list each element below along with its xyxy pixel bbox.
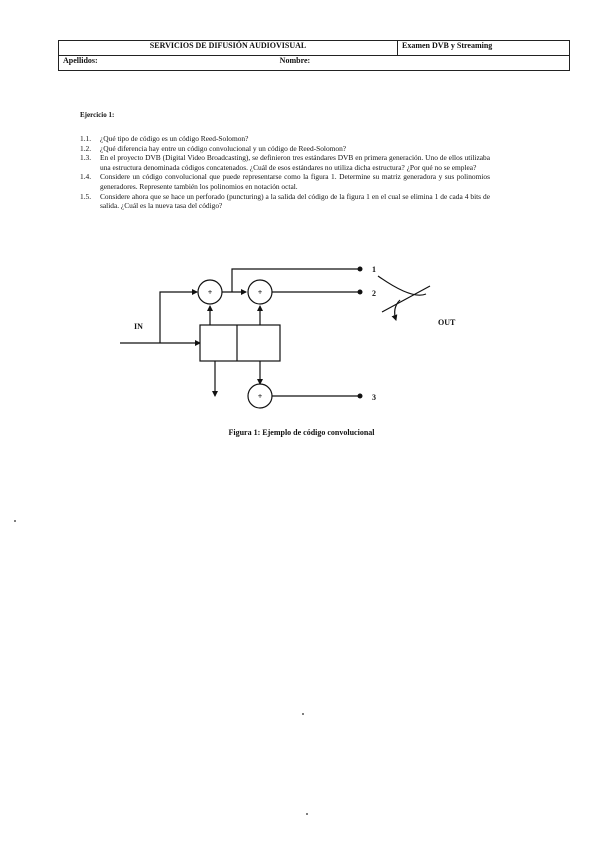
question-item <box>80 172 490 191</box>
convolutional-encoder-diagram <box>120 240 480 420</box>
shift-register <box>200 325 280 361</box>
output-1-label: 1 <box>372 265 376 274</box>
exam-title: Examen DVB y Streaming <box>398 41 570 56</box>
exercise-title: Ejercicio 1: <box>80 111 115 119</box>
adder-3-symbol: + <box>257 392 263 401</box>
question-number: 1.5. <box>80 191 92 201</box>
question-text: Considere un código convolucional que puede representarse como la figura 1. Determine su matriz generadora y sus polinomios generadores. Represente también los polinomios en notación octal. <box>100 172 490 191</box>
student-fields <box>59 56 570 71</box>
question-number: 1.3. <box>80 153 92 163</box>
course-title: SERVICIOS DE DIFUSIÓN AUDIOVISUAL <box>59 41 398 56</box>
name-label: Nombre: <box>279 56 311 65</box>
scan-speck <box>14 520 16 522</box>
output-label: OUT <box>438 318 456 327</box>
surname-label: Apellidos: <box>63 56 98 65</box>
output-switch-cross <box>382 286 430 312</box>
question-number: 1.2. <box>80 143 92 153</box>
question-item <box>80 192 490 211</box>
figure-caption: Figura 1: Ejemplo de código convolucional <box>228 428 375 437</box>
output-3-label: 3 <box>372 393 376 402</box>
output-terminal-2 <box>358 290 363 295</box>
output-2-label: 2 <box>372 289 376 298</box>
scan-speck <box>306 813 308 815</box>
question-text: ¿Qué tipo de código es un código Reed-Solomon? <box>100 134 249 143</box>
question-number: 1.4. <box>80 172 92 182</box>
adder-1-symbol: + <box>207 288 213 297</box>
output-terminal-1 <box>358 267 363 272</box>
question-item <box>80 134 490 144</box>
question-item <box>80 153 490 172</box>
adder-2-symbol: + <box>257 288 263 297</box>
question-text: Considere ahora que se hace un perforado (puncturing) a la salida del código de la figura 1 en el cual se elimina 1 de cada 4 bits de salida. ¿Cuál es la nueva tasa del código? <box>100 191 490 211</box>
question-item <box>80 144 490 154</box>
scan-speck <box>302 713 304 715</box>
input-label: IN <box>134 322 143 331</box>
question-number: 1.1. <box>80 134 92 143</box>
input-tap-line <box>160 292 197 343</box>
question-text: En el proyecto DVB (Digital Video Broadcasting), se definieron tres estándares DVB en primera generación. Uno de ellos utilizaba una estructura denominada códigos concatenados. ¿Cuál de esos estándares no utiliza dicha estructura? ¿Por qué no se emplea? <box>100 153 490 172</box>
exam-header <box>58 40 570 71</box>
question-list <box>80 134 490 211</box>
question-text: ¿Qué diferencia hay entre un código convolucional y un código de Reed-Solomon? <box>100 143 347 153</box>
output-terminal-3 <box>358 394 363 399</box>
